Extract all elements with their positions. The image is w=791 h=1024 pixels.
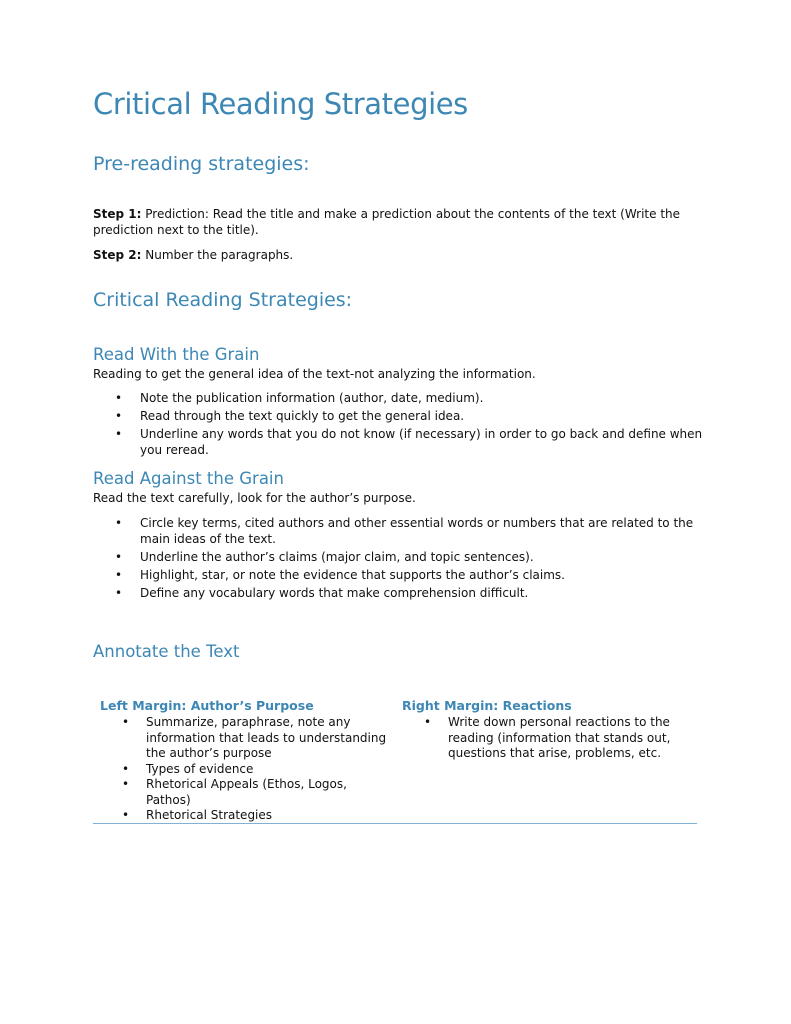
- right-margin-list: [421, 715, 691, 762]
- with-grain-intro: Reading to get the general idea of the text-not analyzing the information.: [93, 367, 536, 381]
- list-item: [119, 762, 389, 778]
- bullet-icon: •: [122, 761, 130, 776]
- right-margin-heading: Right Margin: Reactions: [402, 698, 572, 713]
- bullet-icon: •: [115, 550, 123, 564]
- step-1-label: Step 1:: [93, 207, 142, 221]
- list-item-text: Note the publication information (author, date, medium).: [140, 391, 484, 405]
- bullet-icon: •: [115, 586, 123, 600]
- step-1-text: Prediction: Read the title and make a prediction about the contents of the text (Write the prediction next to the title).: [93, 207, 681, 237]
- list-item: [115, 408, 720, 424]
- list-item: [115, 515, 720, 547]
- list-item-text: Summarize, paraphrase, note any information that leads to understanding the author’s purpose: [146, 715, 387, 760]
- with-grain-list: [113, 390, 720, 460]
- list-item-text: Define any vocabulary words that make comprehension difficult.: [140, 586, 529, 600]
- list-item: [115, 426, 720, 458]
- list-item-text: Rhetorical Appeals (Ethos, Logos, Pathos): [146, 777, 347, 807]
- bullet-icon: •: [115, 516, 123, 530]
- list-item: [119, 808, 389, 824]
- against-grain-heading: Read Against the Grain: [93, 469, 284, 488]
- bullet-icon: •: [115, 568, 123, 582]
- list-item-text: Underline the author’s claims (major claim, and topic sentences).: [140, 550, 534, 564]
- section-divider: [93, 823, 697, 824]
- against-grain-intro: Read the text carefully, look for the author’s purpose.: [93, 491, 416, 505]
- bullet-icon: •: [122, 777, 130, 791]
- list-item-text: Circle key terms, cited authors and other essential words or numbers that are related to the main ideas of the text.: [140, 516, 694, 546]
- left-margin-heading: Left Margin: Author’s Purpose: [100, 698, 314, 713]
- list-item-text: Underline any words that you do not know (if necessary) in order to go back and define when you reread.: [140, 427, 703, 457]
- list-item: [115, 390, 720, 406]
- bullet-icon: •: [115, 391, 123, 405]
- annotate-heading: Annotate the Text: [93, 642, 240, 661]
- list-item: [115, 567, 720, 583]
- bullet-icon: •: [122, 715, 130, 729]
- list-item-text: Rhetorical Strategies: [146, 808, 273, 822]
- step-2-paragraph: [93, 247, 693, 263]
- bullet-icon: •: [122, 808, 130, 822]
- strategies-heading: Critical Reading Strategies:: [93, 289, 353, 311]
- bullet-icon: •: [115, 427, 123, 441]
- left-margin-list: [119, 715, 389, 824]
- list-item: [115, 585, 720, 601]
- bullet-icon: •: [424, 715, 432, 729]
- list-item-text: Highlight, star, or note the evidence that supports the author’s claims.: [140, 568, 565, 582]
- with-grain-heading: Read With the Grain: [93, 345, 260, 364]
- step-2-label: Step 2:: [93, 248, 142, 262]
- list-item: [119, 715, 389, 762]
- step-1-paragraph: [93, 206, 693, 238]
- page-title: Critical Reading Strategies: [93, 87, 468, 121]
- against-grain-list: [113, 515, 720, 603]
- pre-reading-heading: Pre-reading strategies:: [93, 153, 310, 175]
- list-item: [421, 715, 691, 762]
- bullet-icon: •: [115, 409, 123, 423]
- list-item-text: Write down personal reactions to the reading (information that stands out, questions that arise, problems, etc.: [448, 715, 671, 760]
- list-item: [119, 777, 389, 808]
- list-item: [115, 549, 720, 565]
- step-2-text: Number the paragraphs.: [141, 248, 294, 262]
- list-item-text: Read through the text quickly to get the general idea.: [140, 409, 465, 423]
- list-item-text: Types of evidence: [146, 761, 254, 776]
